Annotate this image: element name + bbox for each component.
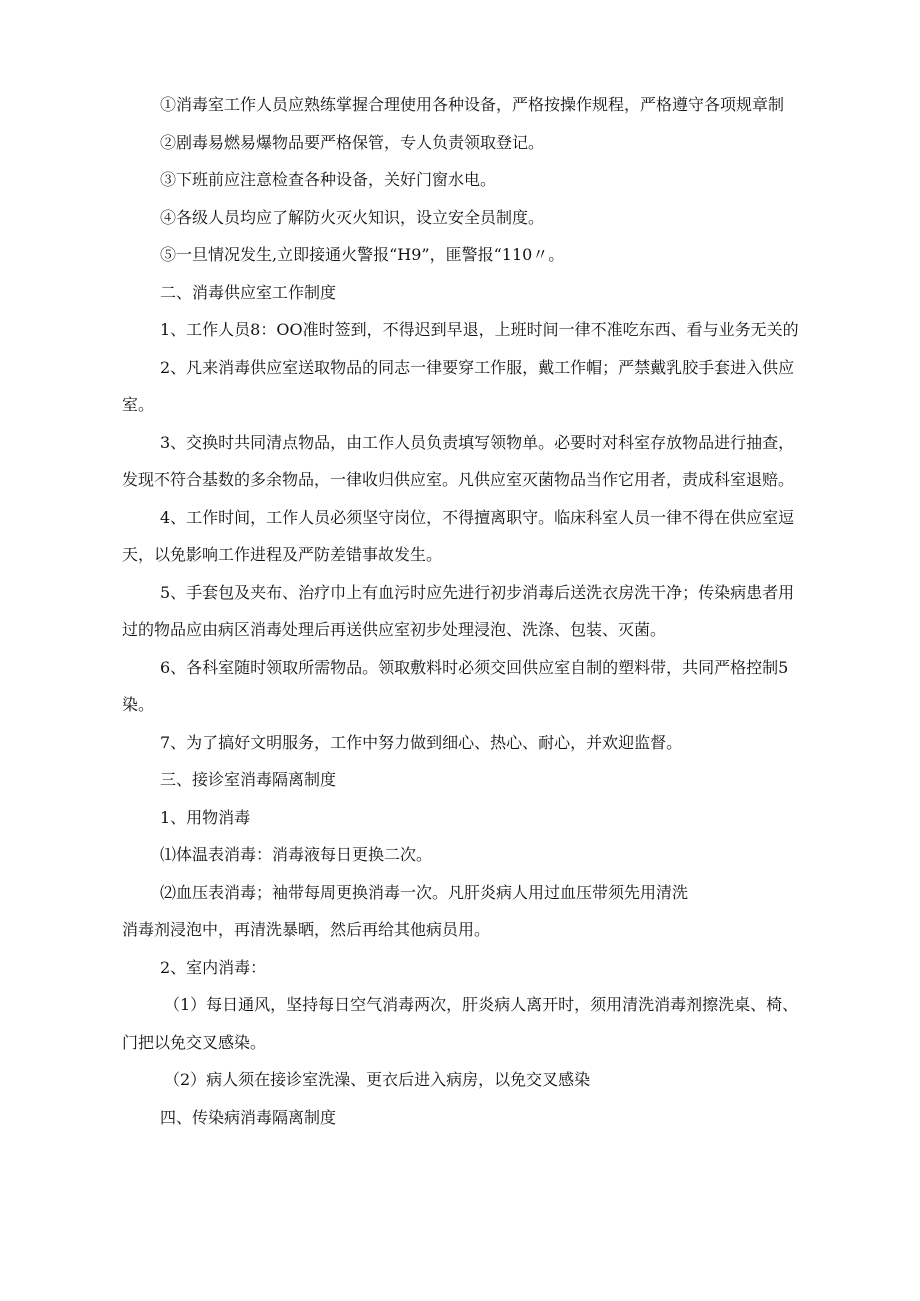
- document-body: [122, 86, 802, 1136]
- paragraph-8: 2、凡来消毒供应室送取物品的同志一律要穿工作服，戴工作帽；严禁戴乳胶手套进入供应室。: [122, 357, 795, 414]
- paragraph-1: ①消毒室工作人员应熟练掌握合理使用各种设备，严格按操作规程，严格遵守各项规章制: [160, 95, 785, 114]
- section-heading-4: 四、传染病消毒隔离制度: [160, 1107, 337, 1127]
- section-heading-3: 三、接诊室消毒隔离制度: [160, 770, 337, 789]
- paragraph-20: （1）每日通风，坚持每日空气消毒两次，肝炎病人离开时，须用清洗消毒剂擦洗桌、椅、门把以免交叉感染。: [122, 995, 799, 1052]
- paragraph-13: 7、为了搞好文明服务，工作中努力做到细心、热心、耐心，并欢迎监督。: [160, 732, 683, 752]
- paragraph-5: ⑤一旦情况发生,立即接通火警报“H9”，匪警报“110〃。: [160, 245, 565, 264]
- paragraph-7: 1、工作人员8：OO准时签到，不得迟到早退，上班时间一律不准吃东西、看与业务无关的: [160, 320, 799, 339]
- paragraph-15: 1、用物消毒: [160, 807, 251, 827]
- paragraph-12: 6、各科室随时领取所需物品。领取敷料时必须交回供应室自制的塑料带，共同严格控制5染。: [122, 657, 789, 714]
- paragraph-16: ⑴体温表消毒：消毒液每日更换二次。: [160, 845, 433, 864]
- paragraph-21: （2）病人须在接诊室洗澡、更衣后进入病房，以免交叉感染: [164, 1070, 591, 1089]
- paragraph-17: ⑵血压表消毒；袖带每周更换消毒一次。凡肝炎病人用过血压带须先用清洗: [160, 882, 689, 902]
- paragraph-9: 3、交换时共同清点物品，由工作人员负责填写领物单。必要时对科室存放物品进行抽查，发现不符合基数的多余物品，一律收归供应室。凡供应室灭菌物品当作它用者，责成科室退赔。: [122, 432, 795, 489]
- section-heading-2: 二、消毒供应室工作制度: [160, 282, 337, 302]
- paragraph-2: ②剧毒易燃易爆物品要严格保管，专人负责领取登记。: [160, 132, 545, 152]
- paragraph-18: 消毒剂浸泡中，再清洗暴晒，然后再给其他病员用。: [122, 920, 491, 939]
- paragraph-4: ④各级人员均应了解防火灭火知识，设立安全员制度。: [160, 207, 545, 227]
- paragraph-19: 2、室内消毒：: [160, 957, 267, 977]
- paragraph-11: 5、手套包及夹布、治疗巾上有血污时应先进行初步消毒后送洗衣房洗干净；传染病患者用过的物品应由病区消毒处理后再送供应室初步处理浸泡、洗涤、包装、灭菌。: [122, 582, 795, 639]
- paragraph-3: ③下班前应注意检查各种设备，关好门窗水电。: [160, 170, 497, 189]
- paragraph-10: 4、工作时间，工作人员必须坚守岗位，不得擅离职守。临床科室人员一律不得在供应室逗天，以免影响工作进程及严防差错事故发生。: [122, 507, 795, 564]
